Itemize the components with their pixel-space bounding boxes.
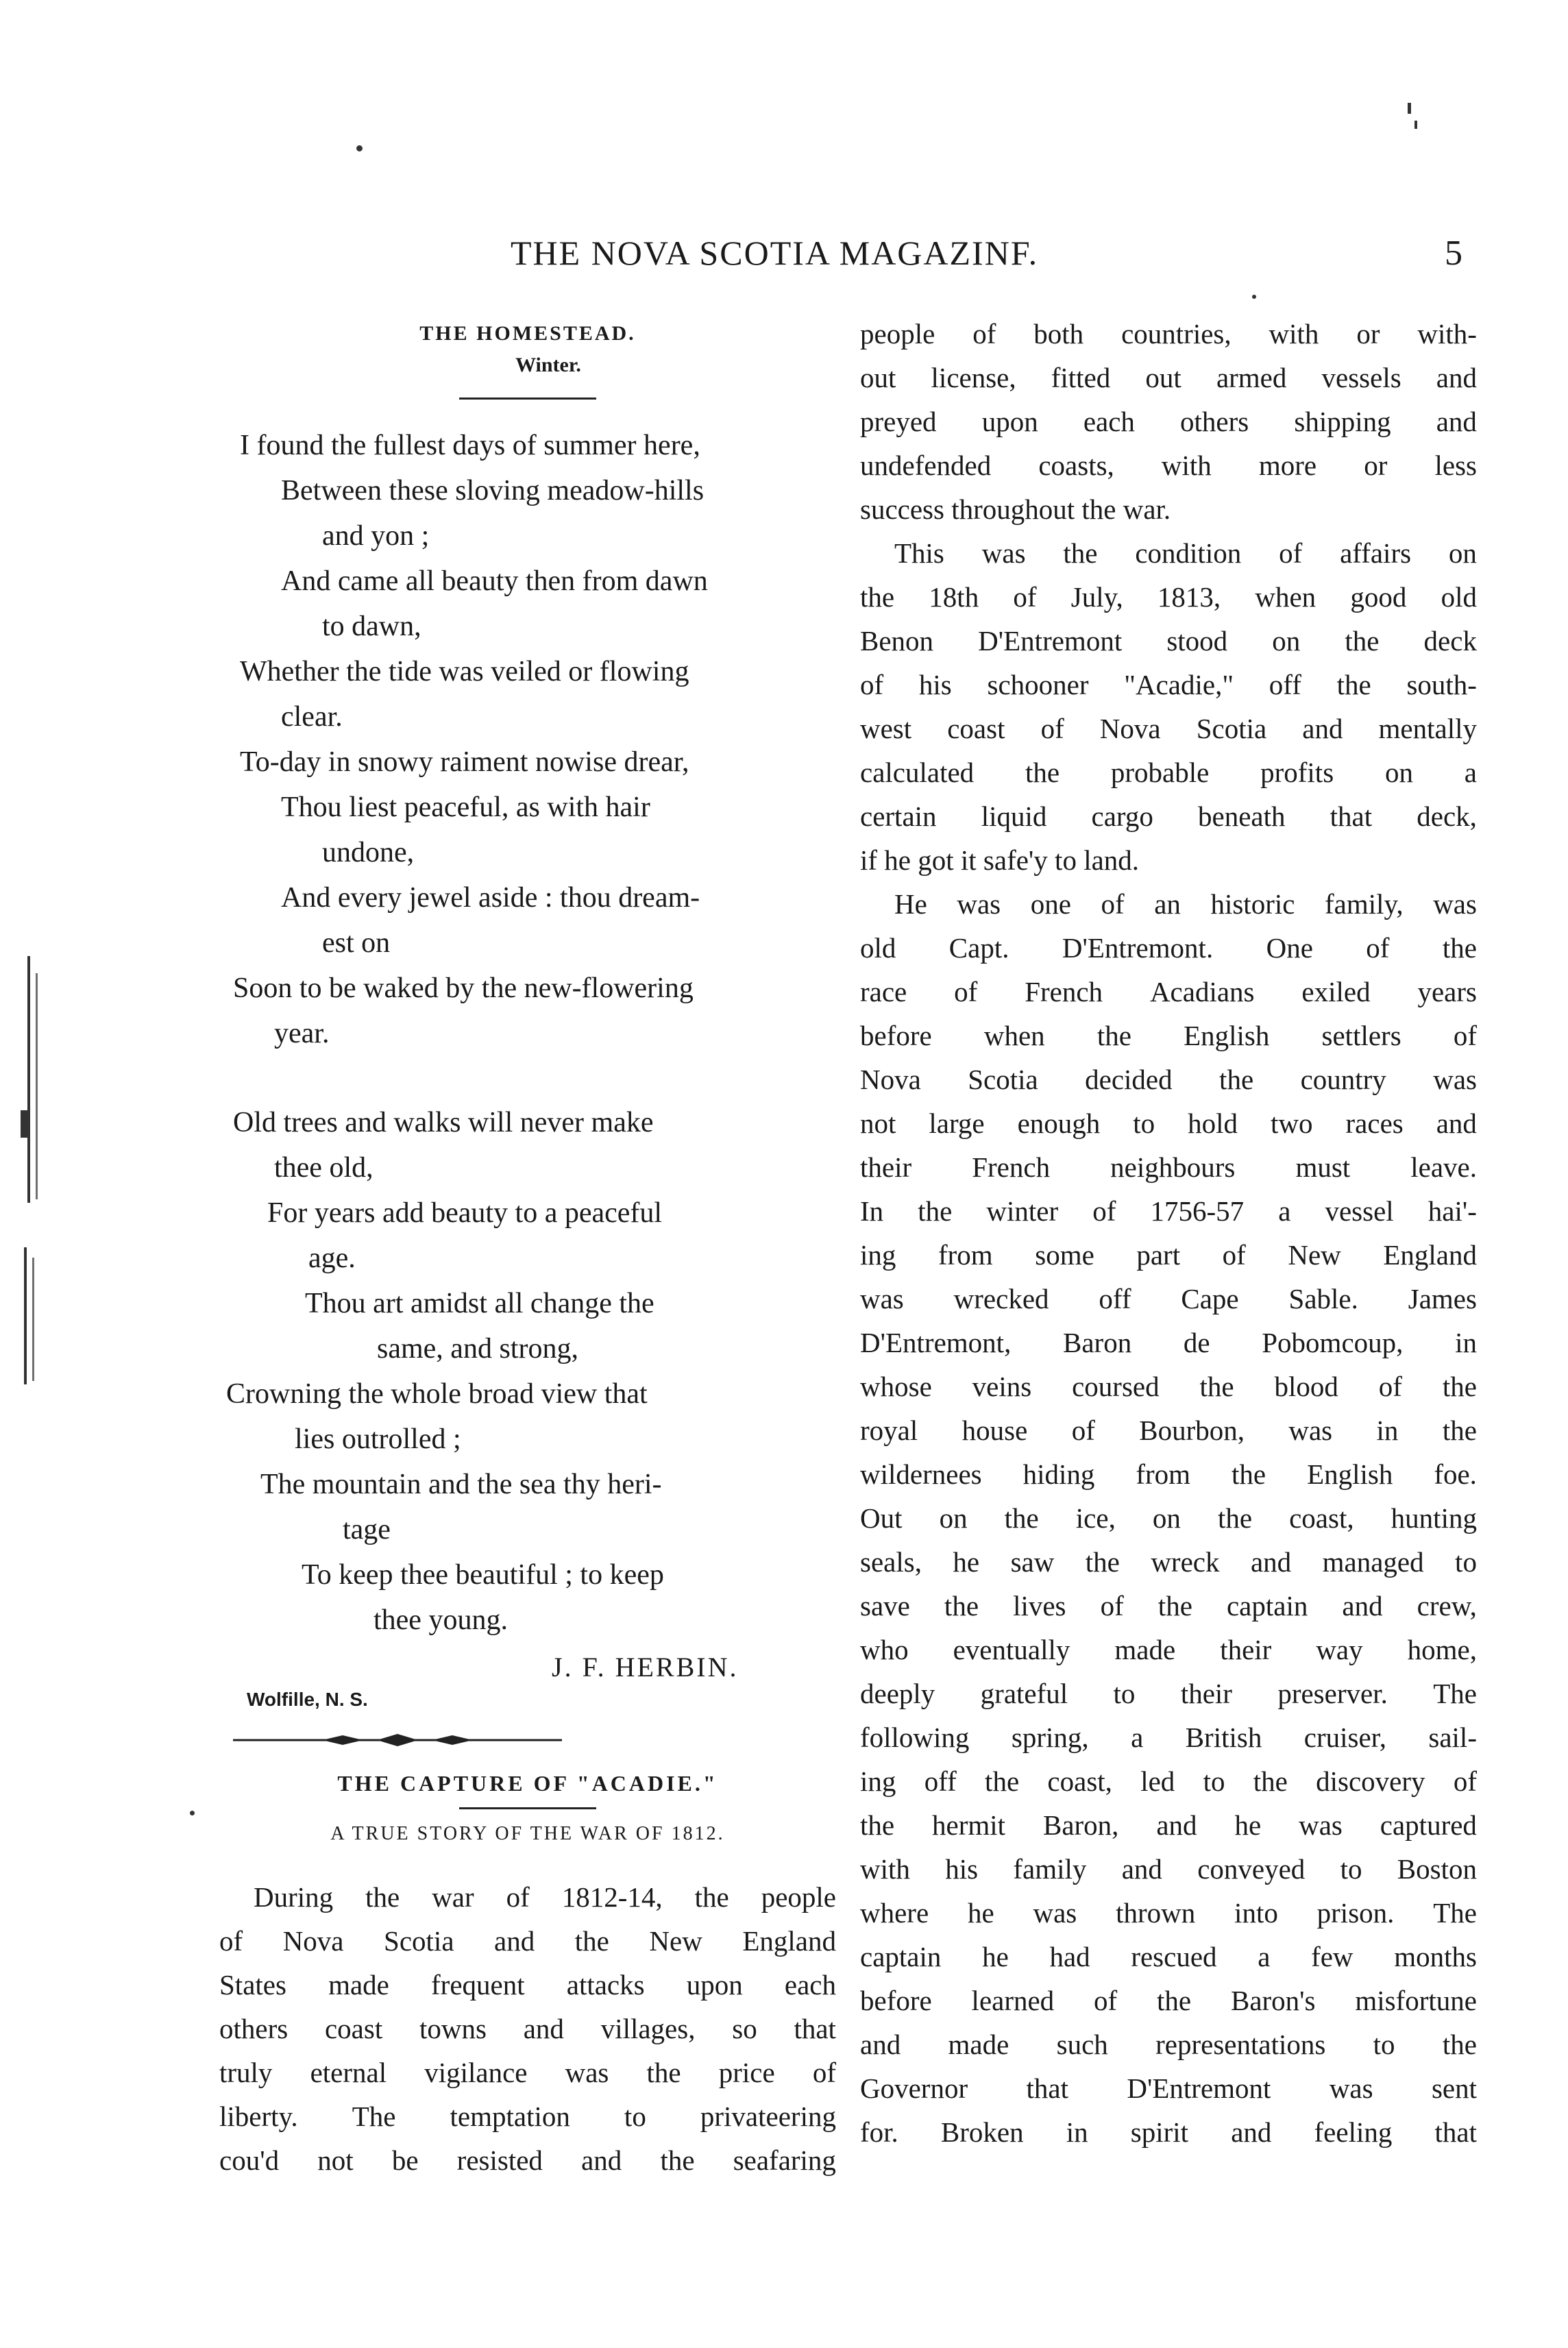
text-line: States made frequent attacks upon each: [219, 1969, 836, 2001]
text-line: certain liquid cargo beneath that deck,: [860, 800, 1477, 832]
text-line: cou'd not be resisted and the seafaring: [219, 2144, 836, 2176]
poem-line: clear.: [281, 701, 343, 733]
poem-line: to dawn,: [322, 611, 421, 642]
stray-dot: [190, 1811, 195, 1815]
poem-line: Thou liest peaceful, as with hair: [281, 792, 650, 823]
article-left-text: [219, 1875, 836, 2182]
text-line: if he got it safe'y to land.: [860, 844, 1140, 876]
poem-line: To keep thee beautiful ; to keep: [302, 1559, 664, 1591]
text-line: people of both countries, with or with-: [860, 318, 1477, 350]
text-line: others coast towns and villages, so that: [219, 2013, 836, 2044]
ornament-divider: [219, 1730, 576, 1750]
text-line: ing off the coast, led to the discovery of: [860, 1765, 1477, 1797]
left-column: [219, 322, 836, 2182]
text-line: deeply grateful to their preserver. The: [860, 1678, 1477, 1709]
text-line: During the war of 1812-14, the people: [254, 1881, 836, 1913]
poem-author: J. F. HERBIN.: [552, 1652, 739, 1683]
poem-line: For years add beauty to a peaceful: [267, 1197, 663, 1229]
right-column: [860, 312, 1477, 2154]
text-line: captain he had rescued a few months: [860, 1941, 1477, 1972]
poem-line: est on: [322, 927, 391, 959]
poem-line: Whether the tide was veiled or flowing: [240, 656, 689, 687]
text-line: seals, he saw the wreck and managed to: [860, 1546, 1477, 1578]
text-line: royal house of Bourbon, was in the: [860, 1415, 1477, 1446]
text-line: save the lives of the captain and crew,: [860, 1590, 1477, 1622]
article-title: THE CAPTURE OF "ACADIE.": [337, 1771, 718, 1796]
text-line: west coast of Nova Scotia and mentally: [860, 713, 1477, 744]
poem-line: age.: [308, 1243, 356, 1274]
text-line: liberty. The temptation to privateering: [219, 2101, 836, 2132]
poem-line: Thou art amidst all change the: [305, 1288, 654, 1319]
poem-line: same, and strong,: [377, 1333, 578, 1365]
text-line: of Nova Scotia and the New England: [219, 1925, 836, 1957]
poem-line: To-day in snowy raiment nowise drear,: [240, 746, 689, 778]
text-line: for. Broken in spirit and feeling that: [860, 2116, 1477, 2148]
text-line: was wrecked off Cape Sable. James: [860, 1283, 1477, 1314]
text-line: out license, fitted out armed vessels and: [860, 362, 1477, 393]
poem-line: Between these sloving meadow-hills: [281, 475, 705, 506]
poem-place: Wolfille, N. S.: [247, 1689, 368, 1710]
text-line: where he was thrown into prison. The: [860, 1897, 1477, 1929]
text-line: undefended coasts, with more or less: [860, 450, 1477, 481]
text-line: whose veins coursed the blood of the: [860, 1371, 1477, 1402]
poem-stanza-2: [219, 1100, 836, 1643]
poem-line: And came all beauty then from dawn: [281, 565, 708, 597]
margin-mark: [32, 1258, 34, 1381]
text-line: following spring, a British cruiser, sail-: [860, 1722, 1477, 1753]
margin-mark: [21, 1110, 29, 1138]
poem-line: The mountain and the sea thy heri-: [260, 1469, 662, 1500]
poem-line: lies outrolled ;: [295, 1423, 461, 1455]
text-line: Nova Scotia decided the country was: [860, 1064, 1477, 1095]
article-subtitle: A TRUE STORY OF THE WAR OF 1812.: [330, 1823, 725, 1844]
poem-subtitle: Winter.: [515, 354, 581, 376]
article-right-text: [860, 312, 1477, 2154]
poem-line: tage: [343, 1514, 391, 1545]
text-line: of his schooner "Acadie," off the south-: [860, 669, 1477, 700]
margin-mark: [27, 956, 30, 1203]
text-line: Benon D'Entremont stood on the deck: [860, 625, 1477, 657]
running-title: THE NOVA SCOTIA MAGAZINF.: [511, 234, 1039, 272]
article-title-rule: [459, 1807, 596, 1809]
text-line: truly eternal vigilance was the price of: [219, 2057, 836, 2088]
text-line: the hermit Baron, and he was captured: [860, 1809, 1477, 1841]
title-rule: [459, 398, 596, 400]
margin-mark: [24, 1247, 27, 1384]
poem-line: thee old,: [274, 1152, 373, 1184]
stray-dot: [1252, 295, 1256, 299]
text-line: the 18th of July, 1813, when good old: [860, 581, 1477, 613]
text-line: In the winter of 1756-57 a vessel hai'-: [860, 1195, 1477, 1227]
text-line: D'Entremont, Baron de Pobomcoup, in: [860, 1327, 1477, 1358]
stray-mark: [1414, 121, 1417, 129]
text-line: He was one of an historic family, was: [894, 888, 1477, 920]
poem-line: undone,: [322, 837, 415, 868]
text-line: before when the English settlers of: [860, 1020, 1477, 1051]
text-line: their French neighbours must leave.: [860, 1151, 1477, 1183]
text-line: wildernees hiding from the English foe.: [860, 1458, 1477, 1490]
text-line: Out on the ice, on the coast, hunting: [860, 1502, 1477, 1534]
text-line: preyed upon each others shipping and: [860, 406, 1477, 437]
poem-title: THE HOMESTEAD.: [419, 322, 636, 345]
text-line: ing from some part of New England: [860, 1239, 1477, 1271]
text-line: race of French Acadians exiled years: [860, 976, 1477, 1007]
margin-mark: [36, 973, 38, 1199]
poem-line: Old trees and walks will never make: [233, 1107, 654, 1138]
text-line: This was the condition of affairs on: [894, 537, 1477, 569]
poem-line: I found the fullest days of summer here,: [240, 430, 700, 461]
poem-stanza-1: [219, 423, 836, 1056]
stray-dot: [356, 145, 363, 151]
text-line: success throughout the war.: [860, 493, 1171, 525]
text-line: who eventually made their way home,: [860, 1634, 1477, 1665]
stray-mark: [1408, 103, 1411, 114]
poem-line: And every jewel aside : thou dream-: [281, 882, 700, 914]
text-line: not large enough to hold two races and: [860, 1108, 1477, 1139]
page-number: 5: [1445, 234, 1462, 273]
poem-line: year.: [274, 1018, 330, 1049]
text-line: with his family and conveyed to Boston: [860, 1853, 1477, 1885]
text-line: and made such representations to the: [860, 2029, 1477, 2060]
text-line: before learned of the Baron's misfortune: [860, 1985, 1477, 2016]
page-header: [0, 233, 1568, 288]
text-line: Governor that D'Entremont was sent: [860, 2072, 1477, 2104]
text-line: old Capt. D'Entremont. One of the: [860, 932, 1477, 964]
poem-line: thee young.: [373, 1604, 508, 1636]
poem-line: and yon ;: [322, 520, 430, 552]
stanza-gap: [219, 1056, 836, 1100]
poem-line: Crowning the whole broad view that: [226, 1378, 648, 1410]
poem-line: Soon to be waked by the new-flowering: [233, 973, 694, 1004]
text-line: calculated the probable profits on a: [860, 757, 1477, 788]
